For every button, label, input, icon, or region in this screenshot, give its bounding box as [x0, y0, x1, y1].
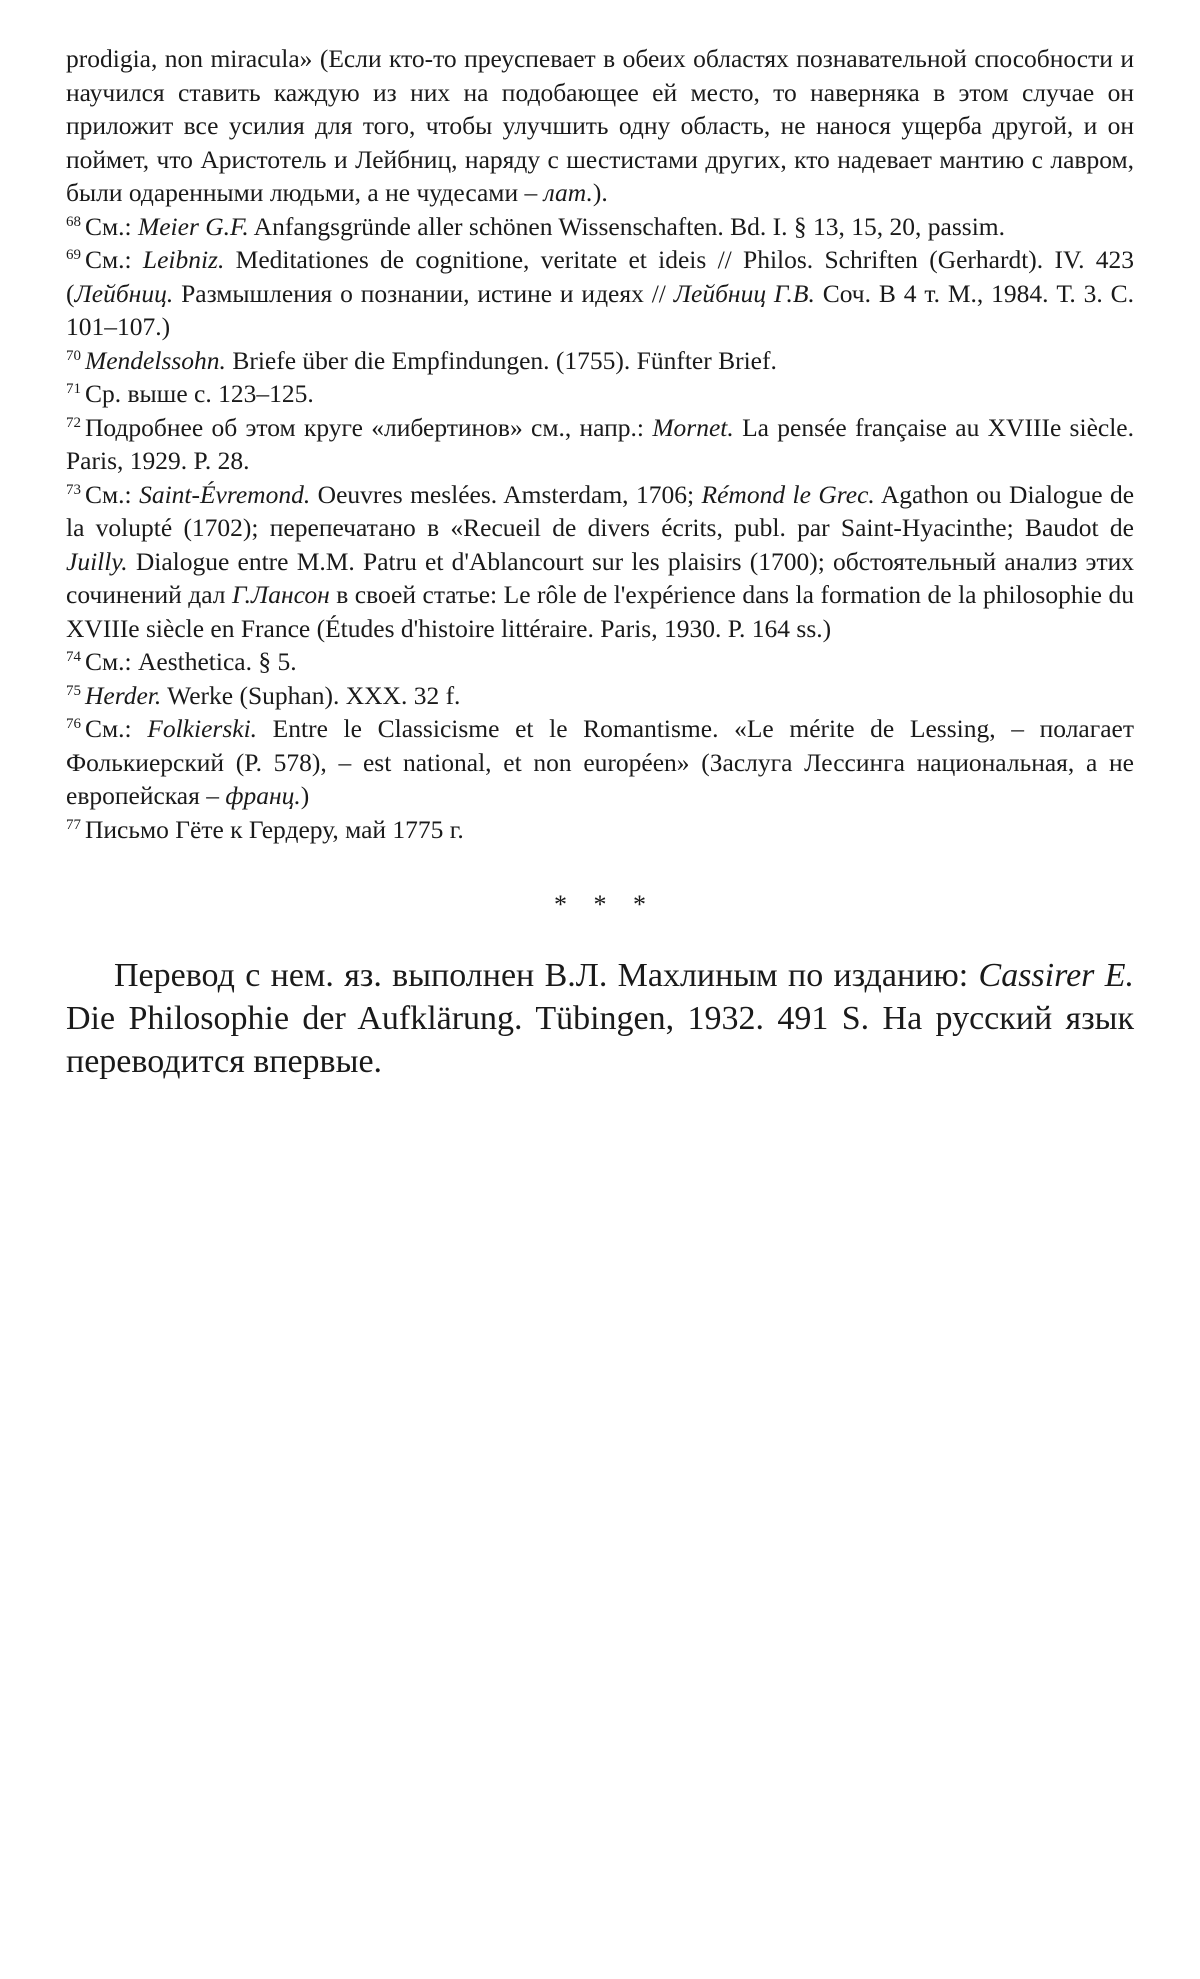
footnote-number: 72 [66, 414, 81, 431]
footnote-number: 68 [66, 213, 81, 230]
footnote-list [66, 210, 1134, 847]
footnote-number: 77 [66, 816, 81, 833]
footnote-text: См.: [85, 714, 148, 743]
translation-note-text: Перевод с нем. яз. выполнен В.Л. Махлиным по изданию: [114, 957, 979, 994]
footnote [66, 712, 1134, 813]
footnote-text: в своей статье: Le rôle de l'expérience dans la formation de la philosophie du XVIIIe siècle en France (Études d'histoire littéraire. Paris, 1930. P. 164 ss.) [66, 580, 1134, 643]
footnote-text: Meditationes de cognitione, veritate et ideis // Philos. Schriften (Gerhardt). IV. 423 ( [66, 245, 1134, 308]
footnote [66, 645, 1134, 679]
footnote-italic-text: Saint-Évremond. [139, 479, 311, 509]
footnote-text: См.: [85, 245, 143, 274]
footnote-italic-text: Juilly. [66, 546, 128, 576]
footnote [66, 344, 1134, 378]
footnote [66, 377, 1134, 411]
footnote-number: 73 [66, 481, 81, 498]
footnote-text: Подробнее об этом круге «либертинов» см., напр.: [85, 412, 653, 442]
footnote-number: 75 [66, 682, 81, 699]
footnote-text: Agathon ou Dialogue de la volupté (1702); перепечатано в «Recueil de divers écrits, publ. par Saint-Hyacinthe; Baudot de [66, 479, 1135, 542]
footnote-text: Werke (Suphan). XXX. 32 f. [161, 680, 461, 710]
footnote-number: 76 [66, 716, 81, 732]
footnote-text: Briefe über die Empfindungen. (1755). Fünfter Brief. [225, 345, 777, 375]
footnote-text: См.: Aesthetica. § 5. [85, 647, 297, 676]
section-separator: * * * [554, 890, 656, 919]
translation-note-source: Die Philosophie der Aufklärung. Tübingen, 1932. 491 S. На русский язык переводится впервые. [66, 1000, 1134, 1080]
footnotes [66, 42, 1134, 846]
footnote-text: Соч. В 4 т. М., 1984. Т. 3. С. 101–107.) [66, 278, 1134, 341]
page [66, 42, 1134, 1083]
footnote-text: La pensée française au XVIIIe siècle. Paris, 1929. P. 28. [66, 412, 1134, 475]
translation-note [66, 954, 1134, 1083]
footnote-italic-text: Mendelssohn. [85, 345, 226, 375]
footnote [66, 411, 1134, 478]
footnote-text: Anfangsgründe aller schönen Wissenschaften. Bd. I. § 13, 15, 20, passim. [248, 211, 1005, 241]
continuation-text: prodigia, non miracula» (Если кто-то преуспевает в обеих областях познавательной способности и научился ставить каждую из них на подобающее ей место, то наверняка в этом случае он приложит все усилия для того, чтобы улучшить одну область, не нанося ущерба другой, и он поймет, что Аристотель и Лейбниц, наряду с шестистами других, кто надевает мантию с лавром, были одаренными людьми, а не чудесами – [66, 44, 1134, 207]
footnote-italic-text: Лейбниц. [74, 278, 174, 308]
footnote-italic-text: Rémond le Grec. [701, 479, 875, 509]
footnote-italic-text: Herder. [85, 680, 162, 710]
translation-note-author: Cassirer E. [978, 957, 1134, 994]
footnote-continuation [66, 42, 1134, 210]
continuation-lang: лат. [543, 178, 593, 207]
footnote-italic-text: франц. [225, 781, 301, 810]
footnote-italic-text: Г.Лансон [232, 580, 330, 609]
footnote-italic-text: Mornet. [652, 412, 734, 442]
footnote-text: Entre le Classicisme et le Romantisme. «Le mérite de Lessing, – полагает Фолькиерский (P. 578), – est national, et non européen» (Заслуга Лессинга национальная, а не европейская – [66, 714, 1134, 810]
footnote-italic-text: Meier G.F. [137, 211, 249, 241]
footnote-text: Письмо Гёте к Гердеру, май 1775 г. [85, 814, 464, 844]
footnote [66, 243, 1134, 344]
footnote-text: Ср. выше с. 123–125. [85, 379, 314, 408]
footnote-number: 74 [66, 649, 81, 665]
footnote-italic-text: Лейбниц Г.В. [673, 278, 815, 308]
footnote-italic-text: Leibniz. [142, 245, 225, 274]
footnote [66, 210, 1134, 244]
footnote-text: ) [300, 781, 310, 810]
footnote-text: См.: [85, 479, 140, 509]
footnote [66, 478, 1134, 646]
footnote [66, 813, 1134, 847]
footnote-text: См.: [85, 211, 138, 241]
continuation-end: ). [592, 178, 608, 207]
footnote-text: Размышления о познании, истине и идеях // [173, 278, 674, 308]
footnote-italic-text: Folkierski. [147, 714, 258, 743]
footnote-number: 69 [66, 247, 81, 263]
footnote-number: 70 [66, 347, 81, 364]
footnote-text: Oeuvres meslées. Amsterdam, 1706; [310, 479, 702, 509]
footnote-text: Dialogue entre M.M. Patru et d'Ablancourt sur les plaisirs (1700); обстоятельный анализ этих сочинений дал [66, 546, 1134, 609]
footnote-number: 71 [66, 381, 81, 397]
footnote [66, 679, 1134, 713]
